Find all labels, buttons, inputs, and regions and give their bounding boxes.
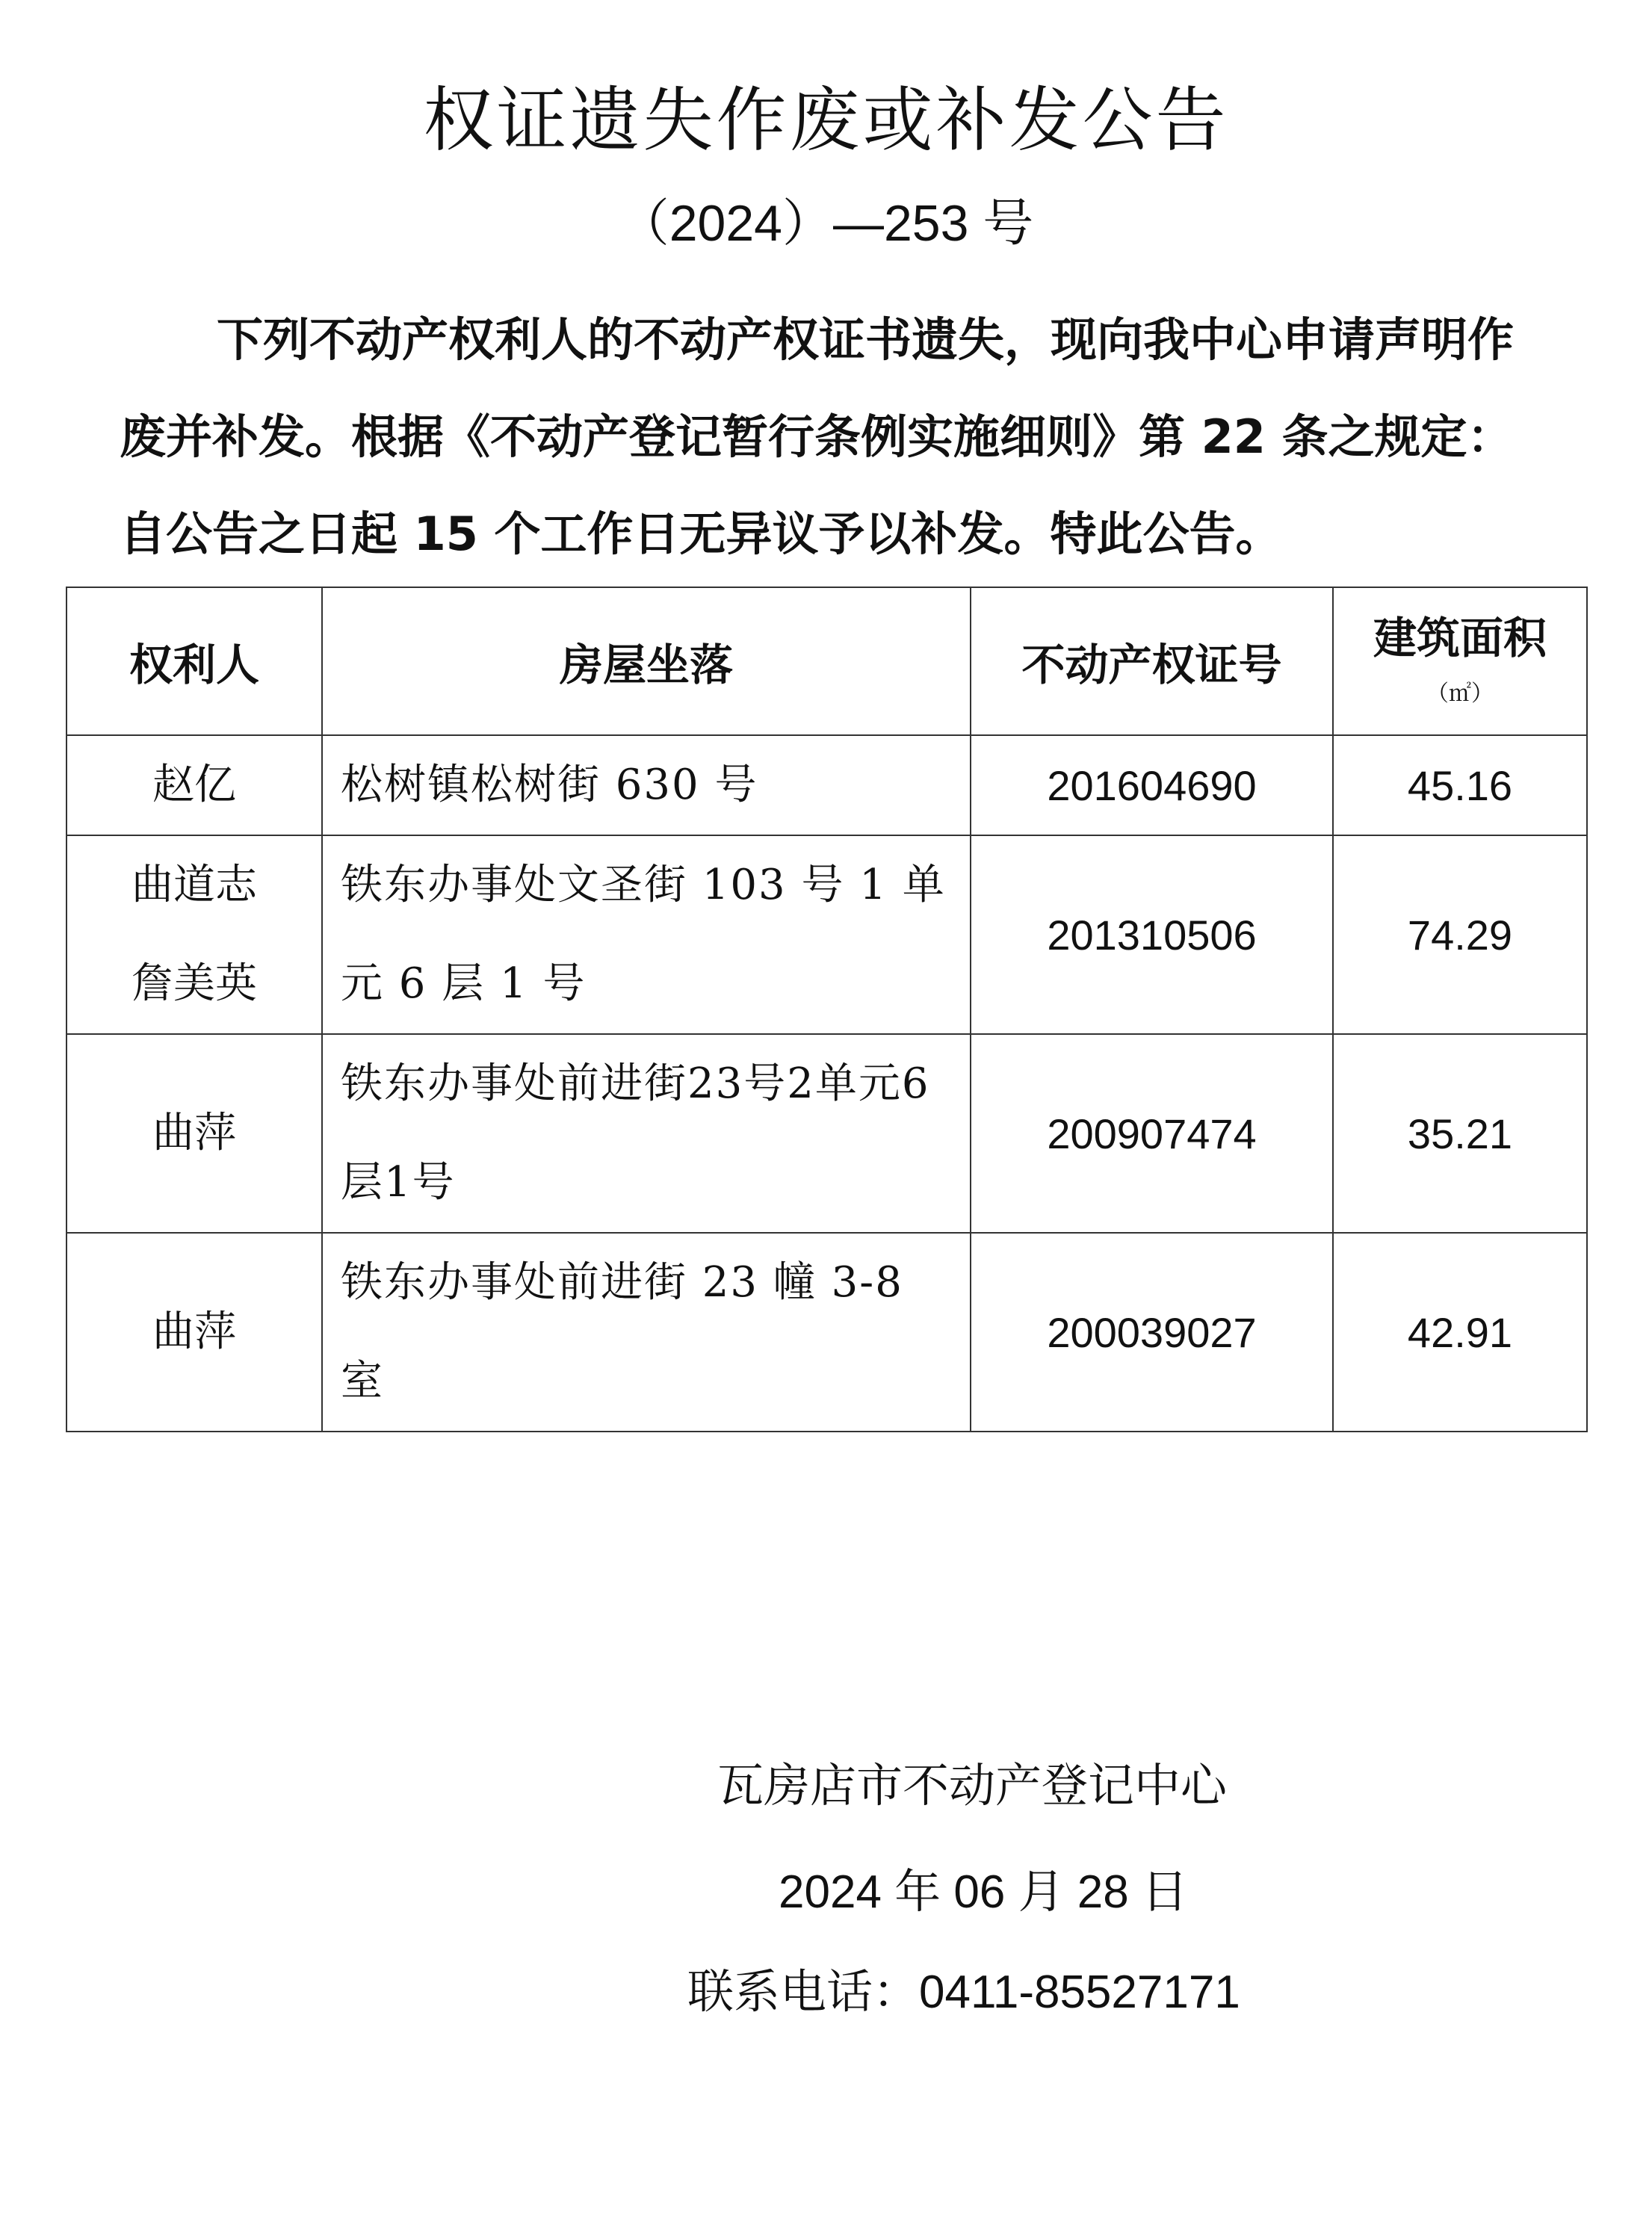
owner-cell [66, 1233, 322, 1432]
area-cell: 42.91 [1333, 1233, 1587, 1432]
area-cell: 45.16 [1333, 735, 1587, 835]
header-certificate: 不动产权证号 [971, 587, 1333, 735]
table-row [66, 835, 1587, 1034]
address-cell: 铁东办事处前进街 23 幢 3-8 室 [322, 1233, 971, 1432]
notice-number: （2024）—253 号 [618, 195, 1034, 252]
address-cell: 松树镇松树街 630 号 [322, 735, 971, 835]
issuing-organization: 瓦房店市不动产登记中心 [717, 1758, 1228, 1813]
header-owner: 权利人 [66, 587, 322, 735]
table-row [66, 735, 1587, 835]
table-row [66, 1034, 1587, 1233]
owner-cell [66, 735, 322, 835]
issue-date: 2024 年 06 月 28 日 [779, 1866, 1188, 1918]
certificate-number-cell: 200039027 [971, 1233, 1333, 1432]
contact-phone: 联系电话：0411-85527171 [687, 1966, 1240, 2018]
owner-name: 曲道志 [132, 861, 257, 909]
owner-name: 赵亿 [152, 761, 236, 809]
notice-title: 权证遗失作废或补发公告 [423, 80, 1229, 161]
certificate-number-cell: 200907474 [971, 1034, 1333, 1233]
address-cell: 铁东办事处前进街23号2单元6层1号 [322, 1034, 971, 1233]
header-area-label: 建筑面积 [1373, 613, 1547, 663]
owner-cell [66, 1034, 322, 1233]
owner-cell [66, 835, 322, 1034]
area-cell: 35.21 [1333, 1034, 1587, 1233]
owner-name: 曲萍 [152, 1308, 236, 1356]
address-cell: 铁东办事处文圣街 103 号 1 单元 6 层 1 号 [322, 835, 971, 1034]
certificate-number-cell: 201604690 [971, 735, 1333, 835]
area-cell: 74.29 [1333, 835, 1587, 1034]
table-header-row [66, 587, 1587, 735]
header-area-unit: （㎡） [1426, 681, 1494, 707]
owner-name: 詹美英 [132, 959, 257, 1008]
header-address: 房屋坐落 [322, 587, 971, 735]
header-area [1333, 587, 1587, 735]
certificate-table [66, 587, 1588, 1432]
certificate-number-cell: 201310506 [971, 835, 1333, 1034]
owner-name: 曲萍 [152, 1109, 236, 1157]
table-row [66, 1233, 1587, 1432]
notice-intro-paragraph: 下列不动产权利人的不动产权证书遗失，现向我中心申请声明作废并补发。根据《不动产登记暂行条例实施细则》第 22 条之规定：自公告之日起 15 个工作日无异议予以补发。特此公告。 [120, 312, 1515, 561]
